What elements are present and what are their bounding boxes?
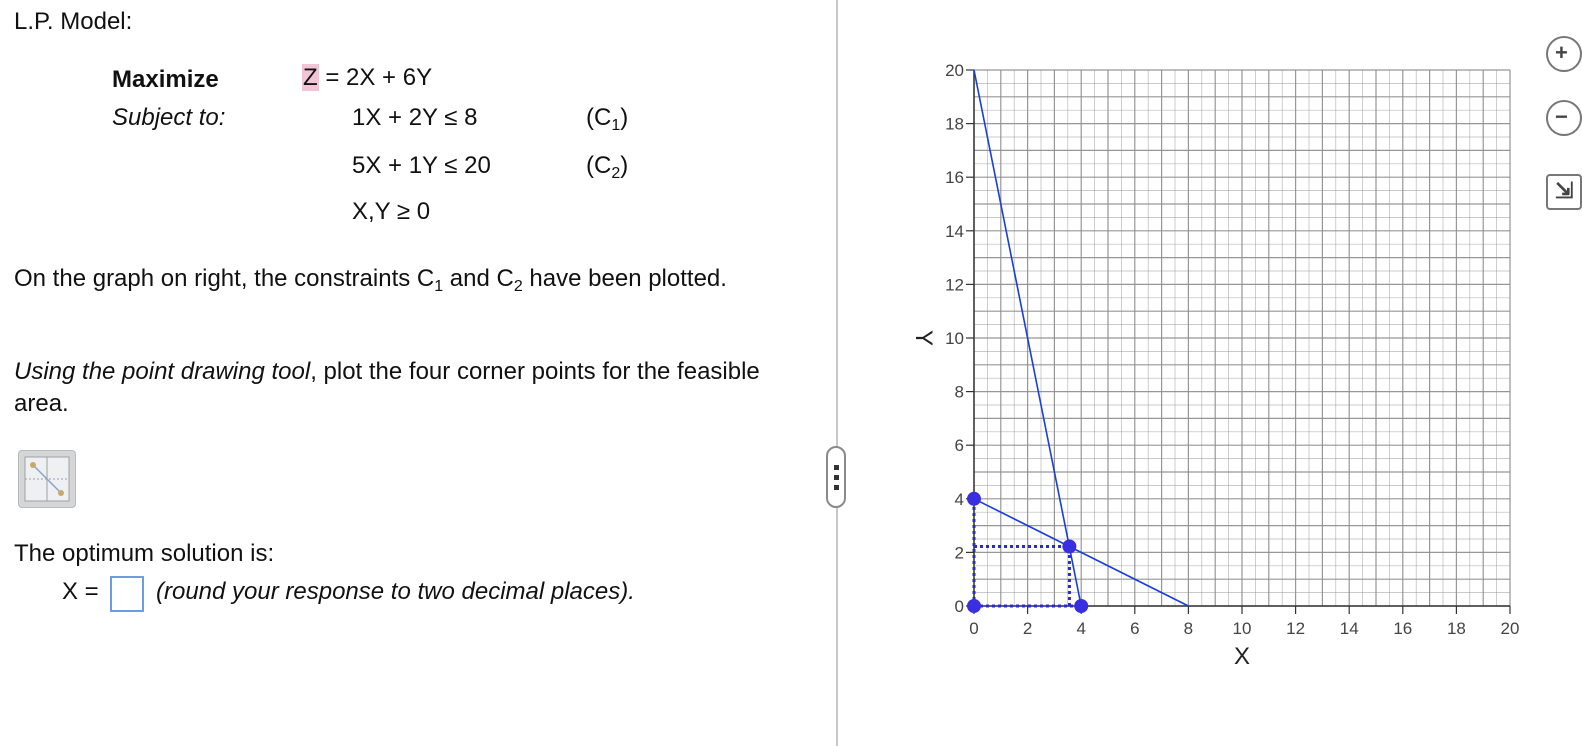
constraint-c2-label: $(C_2)$ [586, 152, 629, 182]
instruction-plot-points: Using the point drawing tool, plot the four corner points for the feasible area. [14, 358, 760, 417]
corner-point[interactable] [1062, 540, 1076, 554]
y-tick-label: 16 [945, 168, 964, 188]
corner-point[interactable] [967, 492, 981, 506]
subject-to-label: Subject to: [112, 104, 226, 131]
rounding-note: (round your response to two decimal places). [156, 578, 635, 605]
y-tick-label: 4 [954, 489, 964, 509]
point-drawing-tool-button[interactable] [18, 450, 76, 508]
x-answer-label: X = [62, 578, 99, 605]
zoom-in-button[interactable]: + [1546, 36, 1582, 72]
lp-model-title: L.P. Model: [14, 8, 133, 35]
y-tick-label: 18 [945, 114, 964, 134]
maximize-label: Maximize [112, 66, 219, 93]
x-tick-label: 12 [1286, 619, 1306, 638]
x-axis-title: X [1233, 643, 1251, 670]
y-tick-label: 2 [954, 543, 964, 563]
fullscreen-button[interactable]: ⇲ [1546, 174, 1582, 210]
handle-dot [834, 475, 839, 480]
x-tick-label: 6 [1130, 619, 1140, 638]
corner-point[interactable] [1074, 599, 1088, 613]
x-tick-label: 14 [1339, 619, 1359, 638]
x-tick-label: 20 [1500, 619, 1520, 638]
corner-point[interactable] [967, 599, 981, 613]
x-tick-label: 2 [1022, 619, 1033, 638]
y-tick-label: 20 [945, 61, 964, 80]
y-tick-label: 12 [945, 275, 964, 295]
objective-function [302, 64, 432, 92]
zoom-out-button[interactable]: − [1546, 100, 1582, 136]
x-tick-label: 16 [1393, 619, 1413, 638]
x-tick-label: 8 [1183, 619, 1194, 638]
instruction-constraints-plotted: On the graph on right, the constraints $C_1$ and $C_2$ have been plotted. [14, 265, 727, 295]
constraint-c1-expression: 1X + 2Y ≤ 8 [352, 104, 478, 131]
handle-dot [834, 465, 839, 470]
handle-dot [834, 485, 839, 490]
point-tool-icon [19, 451, 75, 507]
graph-grid [974, 70, 1510, 606]
y-tick-label: 0 [954, 597, 964, 616]
y-tick-label: 10 [945, 329, 964, 348]
y-axis-title: Y [910, 329, 937, 347]
lp-graph[interactable] [896, 40, 1536, 680]
nonnegativity-constraint: X,Y ≥ 0 [352, 198, 431, 225]
x-tick-label: 4 [1076, 619, 1086, 638]
x-tick-label: 18 [1446, 619, 1466, 638]
constraint-c1-label: $(C_1)$ [586, 104, 629, 134]
y-tick-label: 14 [945, 221, 964, 241]
z-variable[interactable]: Z [303, 64, 318, 91]
x-tick-label: 0 [969, 619, 979, 638]
x-tick-label: 10 [1232, 619, 1252, 638]
panel-resize-handle[interactable] [826, 446, 846, 508]
y-tick-label: 6 [954, 436, 964, 456]
x-answer-input[interactable] [110, 576, 144, 612]
y-tick-label: 8 [954, 382, 964, 402]
optimum-solution-label: The optimum solution is: [14, 540, 275, 567]
constraint-c2-expression: 5X + 1Y ≤ 20 [352, 152, 491, 179]
panel-divider [836, 0, 838, 746]
objective-expression: = 2X + 6Y [325, 64, 433, 91]
